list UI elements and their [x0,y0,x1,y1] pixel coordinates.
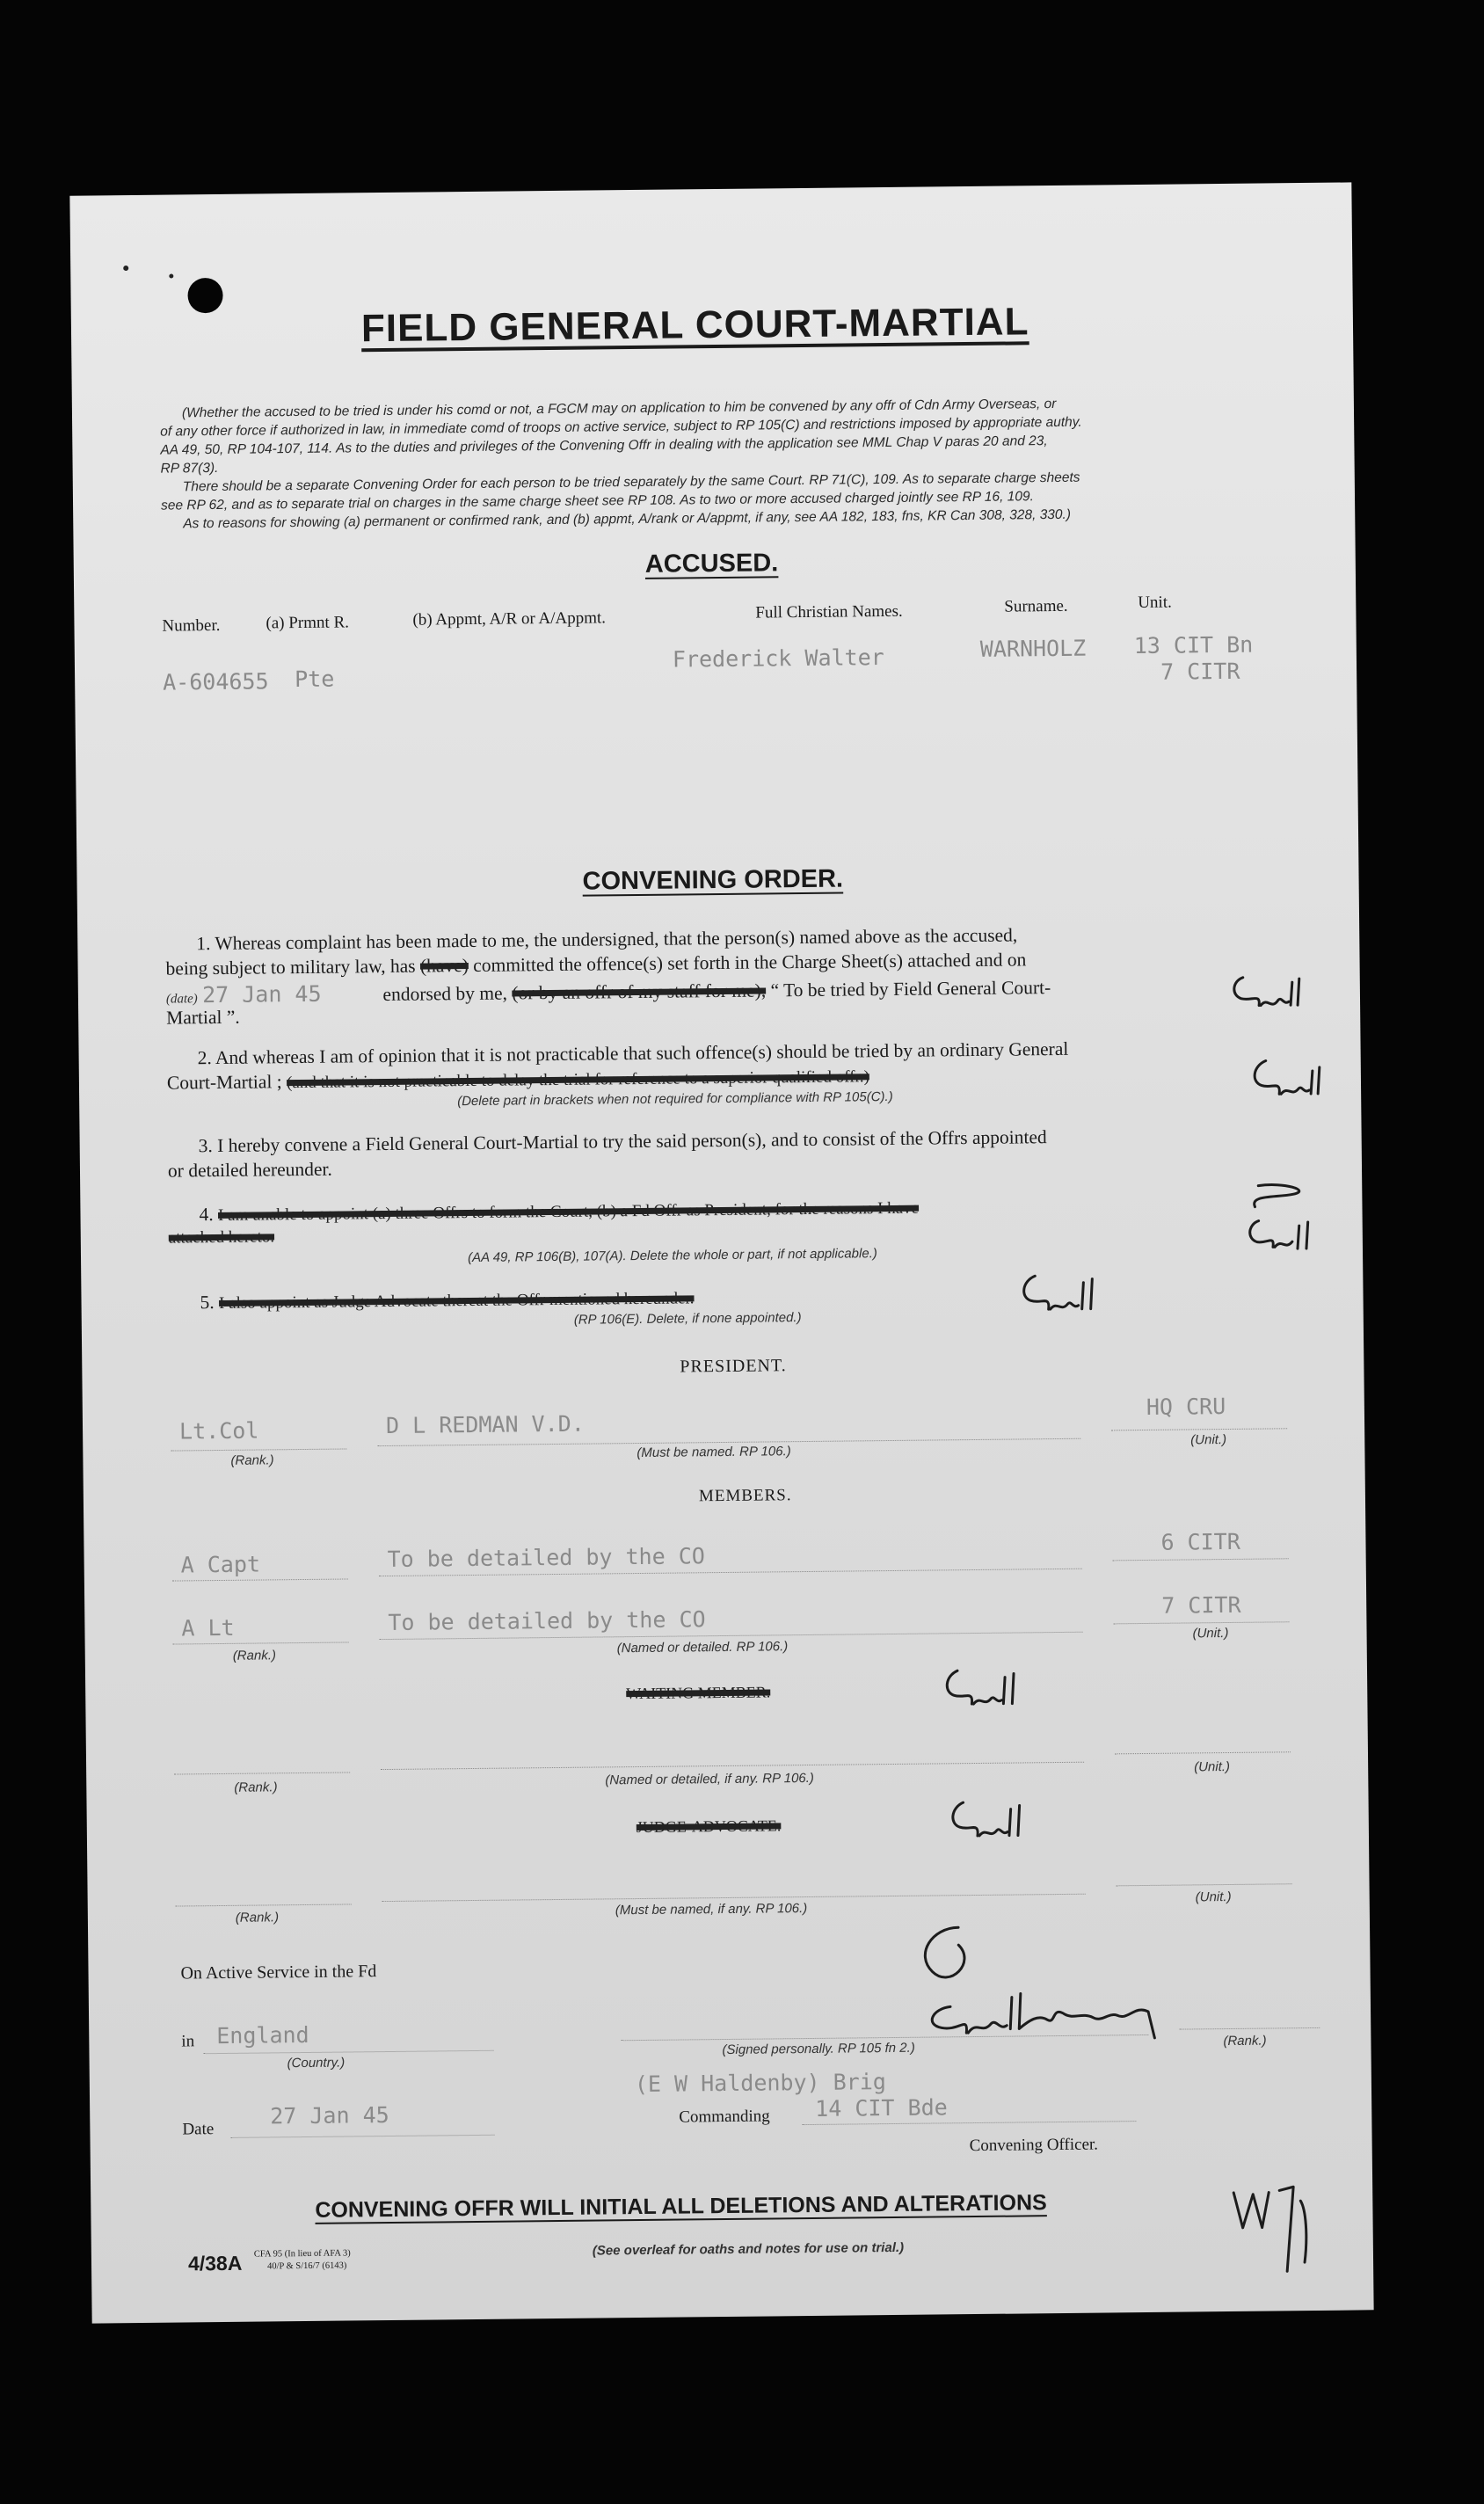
initials-mark [1013,1266,1102,1320]
intro-line-6: see RP 62, and as to separate trial on charges in the same charge sheet see RP 108. As to two or more accused charged jointly see RP 16, 109. [160,489,1034,513]
signer-name: (E W Haldenby) Brig [634,2069,887,2098]
signer-rank-label: (Rank.) [1223,2033,1267,2049]
form-ref: CFA 95 (In lieu of AFA 3) [253,2248,351,2260]
intro-line-3: AA 49, 50, RP 104-107, 114. As to the duties and privileges of the Convening Offr in dealing with the application see MML Chap V paras 20 and 23, [160,433,1048,458]
speck [123,266,128,271]
convening-officer-signature [897,1907,1206,2042]
initials-mark [1226,970,1306,1023]
rule [171,1448,346,1451]
rule [1113,1558,1289,1561]
intro-line-5: There should be a separate Convening Order for each person to be tried separately by the same Court. RP 71(C), 109. As to separate charge sheets [182,470,1080,495]
intro-line-2: of any other force if authorized in law, in immediate comd of troops on active service, subject to RP 105(C) and restrictions imposed by appropriate authy. [160,414,1082,440]
para1-c-struck: (or by an offr of my staff for me), [512,979,767,1004]
col-appmt: (b) Appmt, A/R or A/Appmt. [412,608,607,630]
initials-mark [1244,1053,1324,1116]
initials-mark [938,1663,1018,1717]
para5-struck: I also appoint as Judge Advocate thereat the Offr mentioned hereunder. [218,1289,695,1313]
initials-mark [1232,1176,1320,1256]
para4-num: 4. [199,1204,214,1226]
col-prmnt-rank: (a) Prmnt R. [266,613,350,633]
rule [203,2050,493,2054]
judge-unit-label: (Unit.) [1195,1889,1232,1905]
para2-b1: Court-Martial ; [166,1071,282,1094]
accused-names: Frederick Walter [672,644,884,673]
member-2-unit: 7 CITR [1161,1591,1241,1619]
para2-line-a: 2. And whereas I am of opinion that it is not practicable that such offence(s) should be tried by an ordinary General [197,1037,1069,1069]
member-2-name: To be detailed by the CO [388,1606,706,1635]
para2-note: (Delete part in brackets when not required for compliance with RP 105(C).) [457,1088,893,1110]
judge-name-label: (Must be named, if any. RP 106.) [615,1901,808,1918]
para1-line-d: Martial ”. [166,1006,240,1029]
country-label: (Country.) [287,2055,346,2071]
rule [1111,1428,1287,1430]
para2-b-struck: (and that it is not practicable to delay the trial for reference to a superior qualified offr.) [286,1067,869,1093]
para1-b2: committed the offence(s) set forth in the Charge Sheet(s) attached and on [473,949,1027,976]
form-title: FIELD GENERAL COURT-MARTIAL [360,300,1029,351]
accused-unit-1: 13 CIT Bn [1133,631,1254,659]
country-value: England [216,2021,309,2049]
para4-line-a [199,1197,919,1227]
president-name-label: (Must be named. RP 106.) [637,1444,791,1461]
rule [1117,1883,1292,1886]
president-rank: Lt.Col [178,1417,259,1445]
members-name-label: (Named or detailed. RP 106.) [616,1639,789,1656]
para4-struck-b: attached hereto. [168,1227,275,1248]
active-service-label: On Active Service in the Fd [180,1962,377,1984]
signed-label: (Signed personally. RP 105 fn 2.) [722,2040,915,2058]
rule [173,1641,349,1644]
accused-number: A-604655 [163,668,269,695]
para1-date-label: (date) [165,992,198,1007]
waiting-rank-label: (Rank.) [234,1780,278,1795]
waiting-unit-label: (Unit.) [1194,1758,1231,1775]
accused-heading: ACCUSED. [644,549,779,579]
commanding-label: Commanding [679,2107,770,2127]
date-value: 27 Jan 45 [270,2102,389,2129]
overleaf-note: (See overleaf for oaths and notes for use on trial.) [592,2239,905,2259]
para1-line-a: 1. Whereas complaint has been made to me, the undersigned, that the person(s) named above as the accused, [196,924,1018,955]
member-1-rank: A Capt [180,1551,261,1578]
para1-date: 27 Jan 45 [201,980,322,1008]
members-rank-label: (Rank.) [232,1648,277,1663]
para5-note: (RP 106(E). Delete, if none appointed.) [573,1310,802,1328]
intro-line-7: As to reasons for showing (a) permanent or confirmed rank, and (b) appmt, A/rank or A/appmt, if any, see AA 182, 183, fns, KR Can 308, 328, 330.) [183,506,1072,532]
judge-advocate-struck: JUDGE-ADVOCATE. [636,1816,782,1837]
waiting-name-label: (Named or detailed, if any. RP 106.) [605,1770,814,1788]
rule [381,1762,1084,1770]
commanding-value: 14 CIT Bde [815,2094,948,2122]
col-number: Number. [162,615,221,636]
speck [169,273,173,278]
para1-b-struck: (have) [419,955,469,977]
col-names: Full Christian Names. [755,601,903,622]
date-label: Date [182,2120,215,2139]
members-heading: MEMBERS. [698,1486,792,1506]
member-2-rank: A Lt [181,1614,235,1641]
intro-line-1: (Whether the accused to be tried is under his comd or not, a FGCM may on application to him be convened by any offr of Cdn Army Overseas, or [181,396,1057,421]
footer-warning: CONVENING OFFR WILL INITIAL ALL DELETIONS AND ALTERATIONS [315,2190,1047,2223]
para3-line-a: 3. I hereby convene a Field General Court-Martial to try the said person(s), and to consist of the Offrs appointed [198,1126,1047,1157]
para4-struck-a: I am unable to appoint (a) three Offrs to form the Court, (b) a Fd Offr as President, for the reasons I have [217,1198,920,1225]
margin-initials [1225,2174,1322,2289]
convening-officer-label: Convening Officer. [969,2135,1099,2156]
rule [231,2135,495,2138]
rule [802,2121,1136,2125]
accused-rank: Pte [294,666,335,693]
para3-line-b: or detailed hereunder. [167,1158,332,1182]
rule [172,1578,348,1581]
president-unit: HQ CRU [1146,1394,1226,1420]
rule [1115,1751,1291,1754]
accused-unit-2: 7 CITR [1160,658,1240,685]
para1-c1: endorsed by me, [382,982,508,1006]
col-unit: Unit. [1138,593,1172,613]
president-unit-label: (Unit.) [1190,1432,1227,1448]
form-number: 4/38A [187,2251,243,2275]
in-label: in [181,2032,195,2051]
form-sheet [69,182,1373,2323]
para4-note: (AA 49, RP 106(B), 107(A). Delete the whole or part, if not applicable.) [467,1246,877,1266]
member-1-unit: 6 CITR [1160,1528,1240,1555]
form-ref-2: 40/P & S/16/7 (6143) [266,2260,347,2272]
punch-hole [187,278,222,313]
member-1-name: To be detailed by the CO [387,1543,705,1573]
president-rank-label: (Rank.) [230,1452,274,1468]
initials-mark [943,1794,1023,1848]
para1-b1: being subject to military law, has [165,955,416,979]
president-heading: PRESIDENT. [680,1356,787,1377]
col-surname: Surname. [1004,596,1068,616]
judge-rank-label: (Rank.) [235,1910,280,1925]
rule [382,1894,1086,1902]
president-name: D L REDMAN V.D. [385,1410,585,1439]
accused-surname: WARNHOLZ [979,635,1087,662]
para5-num: 5. [200,1292,215,1314]
intro-line-4: RP 87(3). [160,460,219,477]
para1-c2: “ To be tried by Field General Court- [770,977,1051,1001]
para5-line [200,1286,694,1314]
rule [176,1903,352,1906]
waiting-member-struck: WAITING MEMBER. [626,1683,771,1703]
members-unit-label: (Unit.) [1192,1625,1229,1641]
rule [1113,1621,1289,1624]
convening-heading: CONVENING ORDER. [582,864,844,896]
rule [174,1772,350,1774]
